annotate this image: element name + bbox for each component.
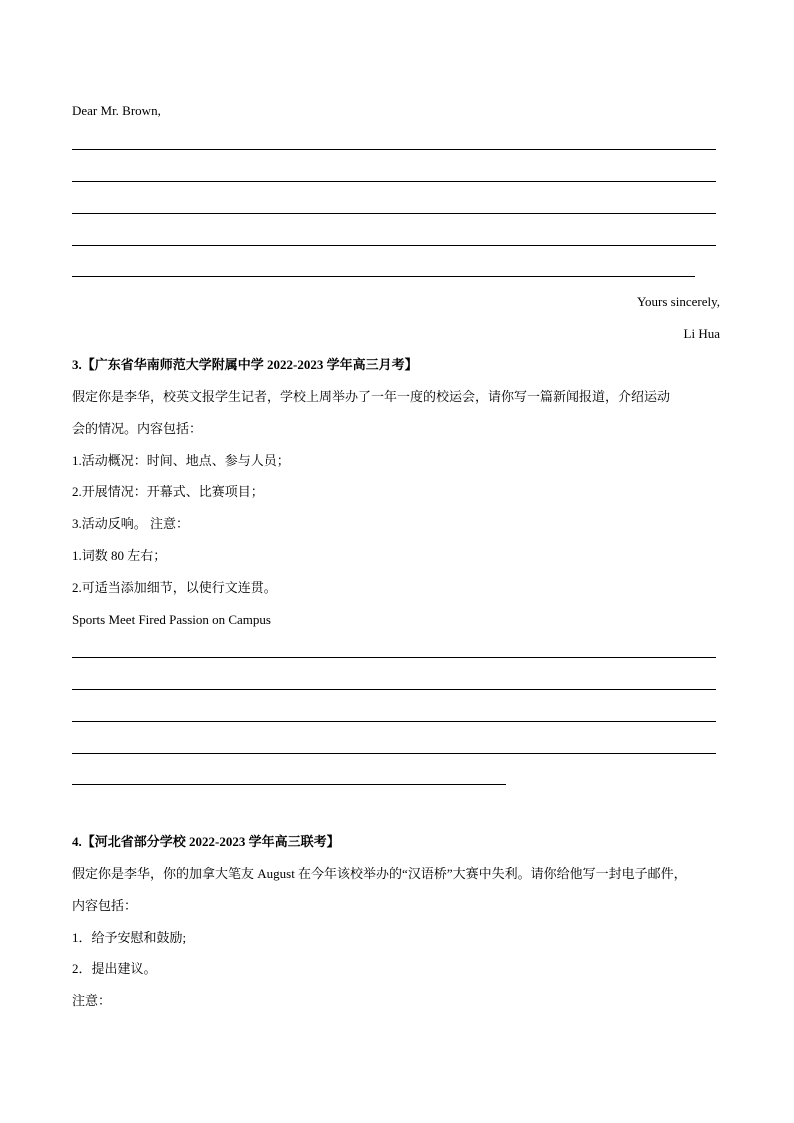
letter-greeting: Dear Mr. Brown, [72,103,161,118]
writing-line [72,245,716,246]
q4-heading: 4.【河北省部分学校 2022-2023 学年高三联考】 [72,834,340,849]
q3-item: 2.开展情况：开幕式、比赛项目； [72,484,264,499]
q4-prompt-line: 内容包括： [72,898,138,913]
writing-line [72,784,506,785]
writing-line [72,689,716,690]
q3-essay-title: Sports Meet Fired Passion on Campus [72,612,271,627]
writing-line [72,181,716,182]
q3-item: 1.活动概况：时间、地点、参与人员； [72,453,290,468]
q3-heading: 3.【广东省华南师范大学附属中学 2022-2023 学年高三月考】 [72,357,418,372]
q3-prompt-line: 会的情况。内容包括： [72,421,203,436]
writing-line [72,276,695,277]
writing-line [72,753,716,754]
q3-item: 3.活动反响。 注意： [72,516,190,531]
q4-item: 1．给予安慰和鼓励; [72,930,187,945]
q3-note: 1.词数 80 左右； [72,548,167,563]
writing-line [72,149,716,150]
writing-line [72,657,716,658]
letter-closing: Yours sincerely, [636,294,720,309]
q3-note: 2.可适当添加细节，以使行文连贯。 [72,580,277,595]
q4-note-label: 注意： [72,993,112,1008]
q4-item: 2．提出建议。 [72,961,157,976]
q3-prompt-line: 假定你是李华，校英文报学生记者，学校上周举办了一年一度的校运会，请你写一篇新闻报道，介绍运动 [72,389,671,404]
q4-prompt-line: 假定你是李华，你的加拿大笔友 August 在今年该校举办的“汉语桥”大赛中失利。请你给他写一封电子邮件， [72,866,687,881]
letter-signature: Li Hua [683,326,720,341]
writing-line [72,721,716,722]
writing-line [72,213,716,214]
